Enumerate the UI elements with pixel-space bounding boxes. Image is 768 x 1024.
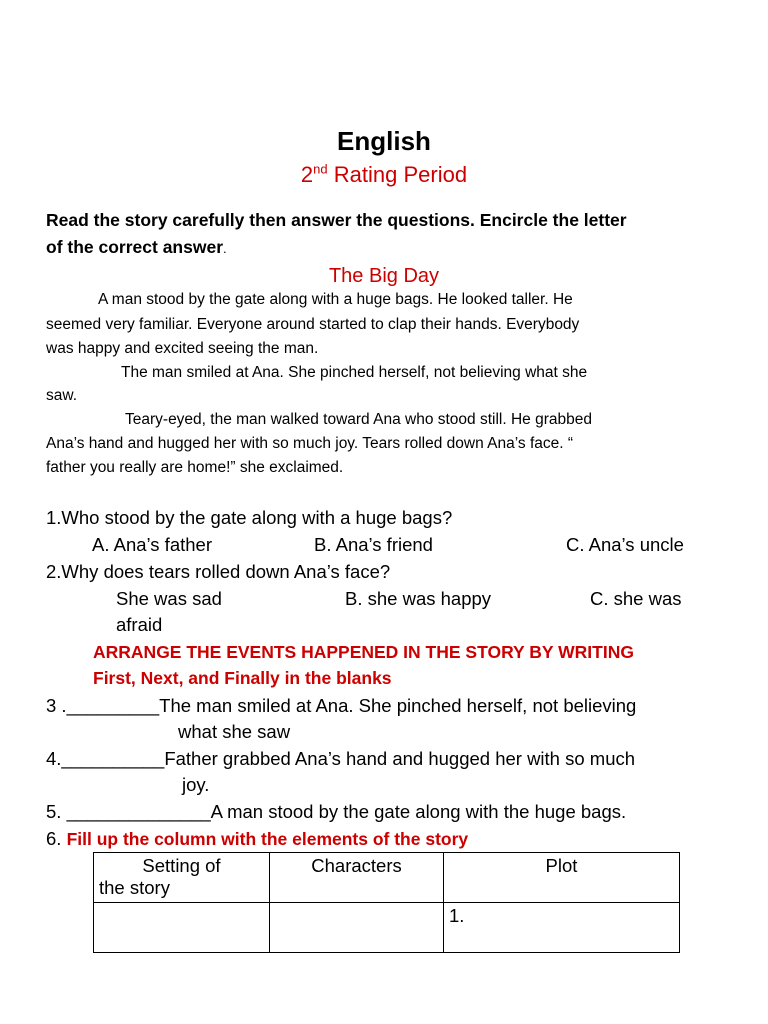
instructions-period: . bbox=[223, 241, 227, 256]
question-2-text: 2.Why does tears rolled down Ana’s face? bbox=[46, 561, 391, 582]
page-title: English bbox=[337, 126, 431, 156]
question-1-text: 1.Who stood by the gate along with a huge bags? bbox=[46, 507, 453, 528]
header-setting-line-1: Setting of bbox=[142, 855, 221, 876]
instructions-line-2 bbox=[46, 237, 227, 258]
question-2-option-a[interactable]: She was sad bbox=[116, 588, 222, 609]
story-line: A man stood by the gate along with a huge bags. He looked taller. He bbox=[98, 291, 573, 308]
question-6 bbox=[46, 828, 468, 850]
question-1-option-b[interactable]: B. Ana’s friend bbox=[314, 534, 433, 555]
cell-plot[interactable]: 1. bbox=[444, 903, 680, 953]
story-line: Teary-eyed, the man walked toward Ana who stood still. He grabbed bbox=[125, 411, 592, 428]
story-line: father you really are home!” she exclaimed. bbox=[46, 459, 344, 476]
cell-setting[interactable] bbox=[94, 903, 270, 953]
arrange-heading-line-1: ARRANGE THE EVENTS HAPPENED IN THE STORY BY WRITING bbox=[93, 642, 634, 662]
question-2-option-b[interactable]: B. she was happy bbox=[345, 588, 492, 609]
question-6-number: 6. bbox=[46, 828, 67, 849]
instructions-line-2-text: of the correct answer bbox=[46, 237, 223, 257]
arrange-item-3[interactable]: 3 ._________The man smiled at Ana. She pinched herself, not believing bbox=[46, 695, 637, 716]
story-line: seemed very familiar. Everyone around started to clap their hands. Everybody bbox=[46, 316, 580, 333]
header-setting-line-2: the story bbox=[99, 877, 170, 898]
question-2-option-c-cont: afraid bbox=[116, 614, 163, 635]
story-line: The man smiled at Ana. She pinched herself, not believing what she bbox=[121, 364, 588, 381]
arrange-item-5[interactable]: 5. ______________A man stood by the gate along with the huge bags. bbox=[46, 801, 627, 822]
subtitle-ordinal: 2 bbox=[300, 162, 314, 187]
arrange-heading-line-2: First, Next, and Finally in the blanks bbox=[93, 668, 392, 688]
story-line: saw. bbox=[46, 387, 78, 404]
subtitle-suffix: nd bbox=[313, 161, 328, 177]
cell-characters[interactable] bbox=[270, 903, 444, 953]
header-characters: Characters bbox=[270, 853, 444, 903]
table-header-row bbox=[94, 853, 680, 903]
arrange-item-4-cont: joy. bbox=[182, 774, 210, 795]
question-1-option-c[interactable]: C. Ana’s uncle bbox=[566, 534, 684, 555]
arrange-item-3-cont: what she saw bbox=[178, 721, 291, 742]
question-6-text: Fill up the column with the elements of the story bbox=[66, 829, 469, 849]
instructions-line-1: Read the story carefully then answer the questions. Encircle the letter bbox=[46, 210, 627, 230]
header-setting bbox=[94, 853, 270, 903]
table-row bbox=[94, 903, 680, 953]
question-2-option-c[interactable]: C. she was bbox=[590, 588, 682, 609]
story-line: Ana’s hand and hugged her with so much joy. Tears rolled down Ana’s face. “ bbox=[46, 435, 574, 452]
subtitle-rest: Rating Period bbox=[327, 162, 468, 187]
question-1-option-a[interactable]: A. Ana’s father bbox=[92, 534, 212, 555]
arrange-item-4[interactable]: 4.__________Father grabbed Ana’s hand and hugged her with so much bbox=[46, 748, 636, 769]
story-elements-table bbox=[93, 852, 680, 953]
header-plot: Plot bbox=[444, 853, 680, 903]
rating-period-subtitle bbox=[0, 162, 768, 188]
story-title: The Big Day bbox=[328, 265, 440, 287]
story-line: was happy and excited seeing the man. bbox=[46, 340, 319, 357]
